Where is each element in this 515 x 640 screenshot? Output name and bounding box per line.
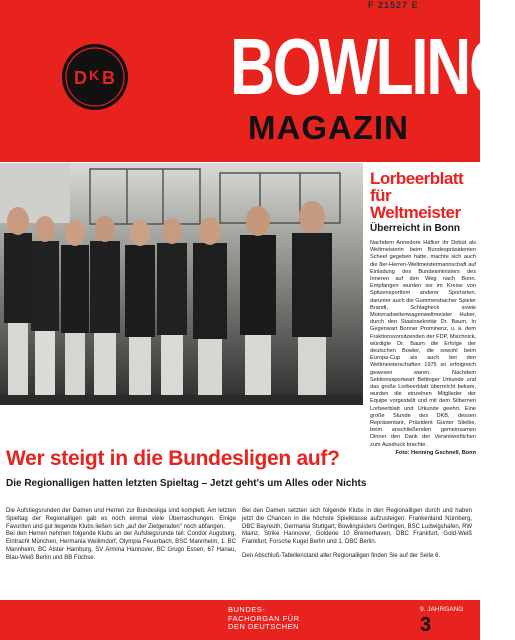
footer-tagline (228, 606, 328, 632)
footer-tagline-line3: DEN DEUTSCHEN (228, 622, 300, 631)
sidebar-article (370, 170, 476, 457)
footer-band (0, 600, 480, 640)
logo-letter-d: D (74, 68, 87, 88)
issn-code: F 21527 E (368, 0, 419, 10)
masthead (0, 0, 515, 162)
dkb-logo (60, 42, 130, 112)
logo-letter-b: B (102, 68, 115, 88)
photo-credit: Foto: Henning Gschnell, Bonn (395, 449, 476, 456)
sidebar-headline-line2: für Weltmeister (370, 186, 461, 222)
sidebar-subhead: Überreicht in Bonn (370, 223, 461, 234)
sidebar-body: Nachdem Annedore Häfker ihr Debüt als Weltmeisterin beim Bundespräsidenten Scheel gegeben hatte, machte sich auch die 8er-Herren-Weltmeistermannschaft auf Einladung des Bundesministers des Inneren auf den Weg nach Bonn. Empfangen wurden sie im Kreise von Spitzensportlern anderer Sportarten, darunter auch die Gummersbacher Spieler Brandt, Schlagheck sowie Motorradseitenwagenweltmeister Huber, durch den Staatssekretär Dr. Baum. In Gegenwart Bonner Prominenz, u. a. dem Fraktionsvorsitzenden der FDP, Mischnick, würdigte Dr. Baum die Erfolge der deutschen Bowler, die sowohl beim Europa-Cup als auch bei den Weltmeisterschaften 1975 so erfolgreich gewesen waren. Nachdem Sektionssportwart Bettinger Urkunde und das große Lorbeerblatt überreicht bekam, wurden die einzelnen Mitglieder der Equipe vorgestellt und mit dem Silbernen Lorbeerblatt und Urkunde geehrt. Eine große Stunde des DKB, dessen Repräsentant, Präsident Günter Stielke, beim anschließenden gemeinsamen Dinner den Dank der Verantwortlichen zum Ausdruck brachte. (370, 240, 476, 448)
article-paragraph: Bei den Damen setzten sich folgende Klubs in den Regionalligen durch und haben jetzt die Chancen in die höchste Spielklasse aufzusteigen: Frankenland Nürnberg, DBC Bayreuth, Germania Stuttgart, Bowlingsisters Gerlingen, BSC Ludwigshafen, RW Mainz, Strike Hannover, Goldene 10 Bremerhaven, DBC Frankfurt, Gold-Weiß Frankfurt, Forsche Kugel Berlin und 1. DBC Berlin. (242, 508, 472, 546)
footer-tagline-line1: BUNDES- (228, 605, 266, 614)
footer-tagline-line2: FACHORGAN FÜR (228, 613, 300, 623)
volume-year: 9. JAHRGANG (420, 606, 464, 613)
main-subhead: Die Regionalligen hatten letzten Spieltag – Jetzt geht's um Alles oder Nichts (6, 478, 367, 489)
logo-letter-k: K (89, 67, 100, 83)
magazine-subtitle: MAGAZIN (248, 109, 409, 146)
article-column-left (6, 508, 236, 563)
team-photo-graphic (0, 163, 363, 405)
article-column-right (242, 508, 472, 561)
main-headline: Wer steigt in die Bundesligen auf? (6, 447, 340, 470)
article-paragraph: Die Aufstiegsrunden der Damen und Herren zur Bundesliga sind komplett. Am letzten Spieltag der Regionalligen gab es noch einmal viele Überraschungen. Einige Favoriten und gut liegende Klubs ließen sich „auf der Zielgeraden" noch abfangen. (6, 508, 236, 530)
magazine-title: BOWLING (230, 22, 515, 111)
sidebar-headline-line1: Lorbeerblatt (370, 169, 464, 188)
article-paragraph: Den Abschluß-Tabellenstand aller Regionalligen finden Sie auf der Seite 6. (242, 552, 441, 559)
article-paragraph: Bei den Herren nehmen folgende Klubs an der Aufstiegsrunde teil: Condor Augsburg, Eintracht München, Hermania Weilimdorf, Olympia Feuerbach, BSC Mannheim, 1. BC Mannheim, BC Alster Hamburg, SV Armina Hannover, BC Grugo Essen, 67 Hanau, Blau-Weiß Berlin und BB Füchse. (6, 531, 236, 561)
issue-number: 3 (420, 614, 432, 636)
team-photo (0, 163, 363, 405)
